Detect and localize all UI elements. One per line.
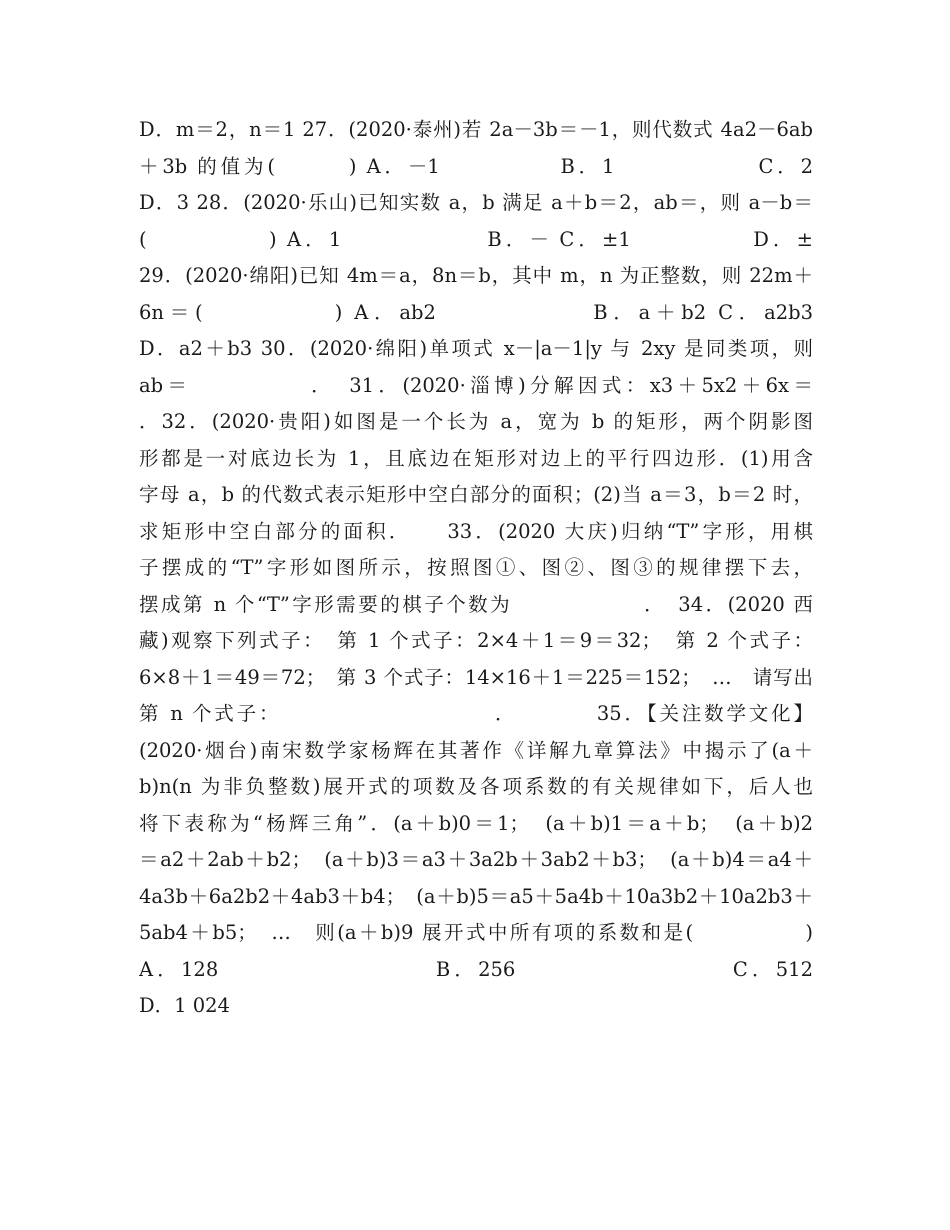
text-line-20: 将下表称为“杨辉三角”．(a＋b)0＝1； (a＋b)1＝a＋b； (a＋b)2 — [139, 811, 813, 835]
text-line-10: 形都是一对底边长为 1，且底边在矩形对边上的平行四边形．(1)用含 — [139, 446, 813, 470]
text-line-23: 5ab4＋b5； … 则(a＋b)9 展开式中所有项的系数和是( ) — [139, 921, 813, 944]
text-line-25: D．1 024 — [139, 994, 230, 1017]
text-line-5: 29．(2020·绵阳)已知 4m＝a，8n＝b，其中 m，n 为正整数，则 22m＋ — [139, 264, 813, 287]
text-line-12: 求矩形中空白部分的面积． 33．(2020 大庆)归纳“T”字形，用棋 — [139, 519, 813, 543]
text-line-4: ( ) A．1 B．－ C．±1 D．± — [139, 227, 813, 251]
text-line-3: D．3 28．(2020·乐山)已知实数 a，b 满足 a＋b＝2，ab＝，则 a－b＝ — [139, 191, 813, 214]
document-body — [139, 112, 813, 1025]
text-line-2: ＋3b 的值为( ) A．－1 B．1 C．2 — [139, 154, 813, 178]
text-line-24: A．128 B．256 C．512 — [139, 957, 813, 981]
text-line-21: ＝a2＋2ab＋b2； (a＋b)3＝a3＋3a2b＋3ab2＋b3； (a＋b)4＝a4＋ — [139, 848, 813, 871]
text-line-13: 子摆成的“T”字形如图所示，按照图①、图②、图③的规律摆下去， — [139, 556, 813, 579]
text-line-9: ．32．(2020·贵阳)如图是一个长为 a，宽为 b 的矩形，两个阴影图 — [139, 410, 813, 433]
text-line-15: 藏)观察下列式子： 第 1 个式子：2×4＋1＝9＝32； 第 2 个式子： — [139, 629, 813, 652]
text-line-19: b)n(n 为非负整数)展开式的项数及各项系数的有关规律如下，后人也 — [139, 775, 813, 798]
text-line-18: (2020·烟台)南宋数学家杨辉在其著作《详解九章算法》中揭示了(a＋ — [139, 738, 813, 762]
text-line-1: D．m＝2，n＝1 27．(2020·泰州)若 2a－3b＝－1，则代数式 4a2－6ab — [139, 118, 813, 141]
text-line-11: 字母 a，b 的代数式表示矩形中空白部分的面积；(2)当 a＝3，b＝2 时， — [139, 483, 813, 506]
text-line-17: 第 n 个式子： ． 35．【关注数学文化】 — [139, 702, 813, 725]
text-line-6: 6n＝( ) A．ab2 B．a＋b2 C．a2b3 — [139, 300, 813, 324]
text-line-14: 摆成第 n 个“T”字形需要的棋子个数为 ． 34．(2020 西 — [139, 592, 813, 616]
text-line-8: ab＝ ． 31．(2020·淄博)分解因式：x3＋5x2＋6x＝ — [139, 373, 813, 397]
text-line-22: 4a3b＋6a2b2＋4ab3＋b4； (a＋b)5＝a5＋5a4b＋10a3b2＋10a2b3＋ — [139, 884, 813, 908]
text-line-7: D．a2＋b3 30．(2020·绵阳)单项式 x－|a－1|y 与 2xy 是同类项，则 — [139, 337, 813, 360]
text-line-16: 6×8＋1＝49＝72； 第 3 个式子：14×16＋1＝225＝152； … 请写出 — [139, 665, 813, 689]
